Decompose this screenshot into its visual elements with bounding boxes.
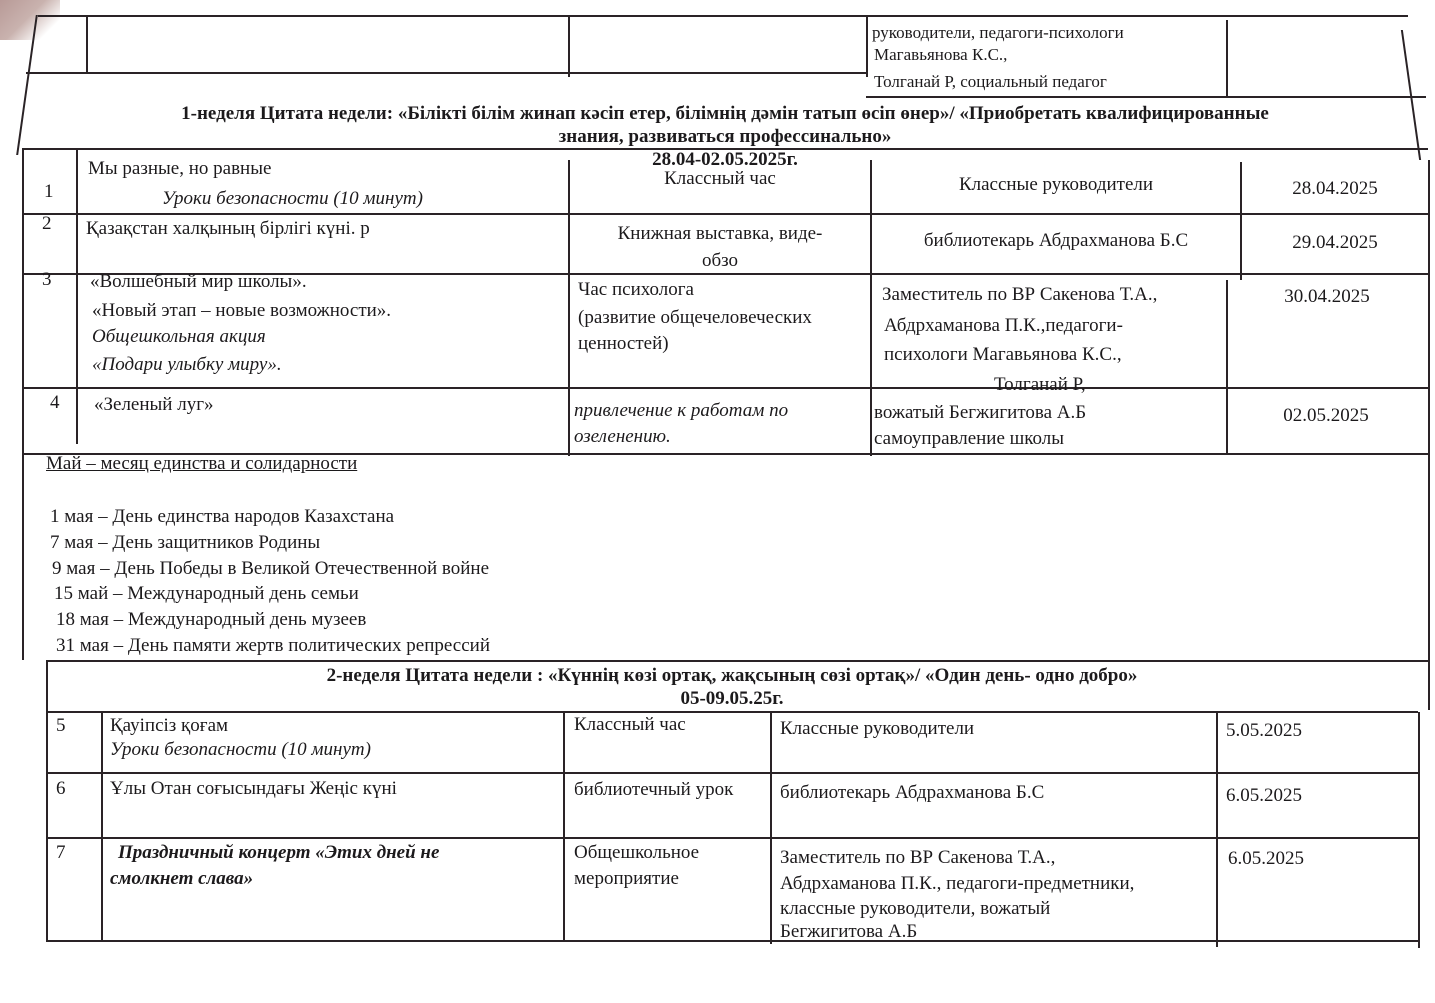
table-border [46,660,1428,662]
event-responsible-line: Заместитель по ВР Сакенова Т.А., [780,847,1056,868]
table-border [1226,20,1228,98]
table-border [870,160,872,456]
may-date-item: 15 май – Международный день семьи [54,583,359,604]
event-form: библиотечный урок [574,779,734,800]
table-border [563,711,565,942]
row-number: 4 [50,392,60,413]
row-number: 1 [44,181,54,202]
event-form-line: Общешкольное [574,842,700,863]
week2-dates: 05-09.05.25г. [680,688,784,709]
table-border [46,940,1418,942]
row-number: 6 [56,778,66,799]
may-date-item: 18 мая – Международный день музеев [56,609,367,630]
responsible-cell-line: Толганай Р, социальный педагог [874,72,1107,91]
table-border [76,148,78,444]
table-border [22,150,24,660]
responsible-cell-line: руководители, педагоги-психологи [872,23,1124,42]
event-date: 02.05.2025 [1283,405,1369,426]
table-border [101,711,103,942]
row-number: 2 [42,213,52,234]
event-responsible: Классные руководители [958,174,1154,195]
event-date: 28.04.2025 [1292,178,1378,199]
event-form: Классный час [574,714,686,735]
may-date-item: 7 мая – День защитников Родины [50,532,321,553]
event-date: 29.04.2025 [1292,232,1378,253]
table-border [38,15,1408,17]
row-number: 5 [56,715,66,736]
week1-dates: 28.04-02.05.2025г. [652,149,798,170]
event-form-line: (развитие общечеловеческих [578,307,812,328]
table-border [22,213,1428,215]
event-subtitle: Общешкольная акция [92,326,266,347]
event-title: Ұлы Отан соғысындағы Жеңіс күні [110,778,397,799]
event-title: Мы разные, но равные [88,158,272,179]
table-border [866,15,868,77]
event-title: смолкнет слава» [110,868,254,889]
table-border [568,160,570,456]
event-date: 5.05.2025 [1226,720,1302,741]
event-subtitle: Уроки безопасности (10 минут) [162,188,423,209]
table-border [22,387,1428,389]
table-border [770,713,772,944]
table-border [1428,160,1430,710]
event-form-line: привлечение к работам по [574,400,789,421]
event-title: «Новый этап – новые возможности». [92,300,392,321]
week1-quote-line2: знания, развиваться профессинально» [558,126,892,147]
event-responsible: Классные руководители [780,718,975,739]
event-responsible-line: психологи Магавьянова К.С., [884,344,1122,365]
table-border [568,15,570,77]
event-subtitle: «Подари улыбку миру». [92,354,282,375]
responsible-cell-line: Магавьянова К.С., [874,45,1008,64]
event-responsible-line: самоуправление школы [874,428,1065,449]
may-date-item: 31 мая – День памяти жертв политических репрессий [56,635,490,656]
row-number: 7 [56,842,66,863]
may-block-title: Май – месяц единства и солидарности [46,453,358,474]
may-date-item: 1 мая – День единства народов Казахстана [50,506,395,527]
event-responsible-line: Бегжигитова А.Б [780,921,918,942]
table-border [86,15,88,72]
event-responsible-line: Заместитель по ВР Сакенова Т.А., [882,284,1158,305]
event-form-line: Час психолога [578,279,694,300]
event-form-line: ценностей) [578,333,669,354]
event-date: 30.04.2025 [1284,286,1370,307]
event-form-line: озеленению. [574,426,671,447]
event-date: 6.05.2025 [1226,785,1302,806]
table-border [46,837,1418,839]
week2-quote: 2-неделя Цитата недели : «Күннің көзі ортақ, жақсының сөзі ортақ»/ «Один день- одно добро» [326,665,1138,686]
table-border [866,96,1426,98]
event-responsible-line: Абдрхаманова П.К., педагоги-предметники, [780,873,1135,894]
event-title: Қауіпсіз қоғам [110,715,229,736]
event-title: Қазақстан халқының бірлігі күні. р [86,218,370,239]
event-responsible-line: вожатый Бегжигитова А.Б [874,402,1087,423]
table-border [26,72,866,74]
event-form-line: мероприятие [574,868,679,889]
event-date: 6.05.2025 [1228,848,1304,869]
week1-quote-line1: 1-неделя Цитата недели: «Білікті білім жинап кәсіп етер, білімнің дәмін татып өсіп өнер»/ «Приобретать квалифицированные [181,103,1269,124]
event-form-line: Книжная выставка, виде- [617,223,823,244]
table-border [46,711,1418,713]
event-responsible-line: классные руководители, вожатый [780,898,1051,919]
table-border [1418,712,1420,948]
row-number: 3 [42,269,52,290]
event-title: Праздничный концерт «Этих дней не [118,842,440,863]
event-responsible-line: Толганай Р, [994,374,1086,395]
event-subtitle: Уроки безопасности (10 минут) [110,739,371,760]
table-border [1216,713,1218,947]
event-form-line: обзо [701,250,739,271]
event-responsible: библиотекарь Абдрахманова Б.С [780,782,1045,803]
event-title: «Волшебный мир школы». [90,271,307,292]
may-date-item: 9 мая – День Победы в Великой Отечественной войне [52,558,490,579]
event-responsible-line: Абдрхаманова П.К.,педагоги- [884,315,1123,336]
event-title: «Зеленый луг» [94,394,214,415]
table-border [46,772,1418,774]
event-form: Классный час [664,168,776,189]
event-responsible: библиотекарь Абдрахманова Б.С [923,230,1189,251]
week2-heading [46,664,1418,710]
